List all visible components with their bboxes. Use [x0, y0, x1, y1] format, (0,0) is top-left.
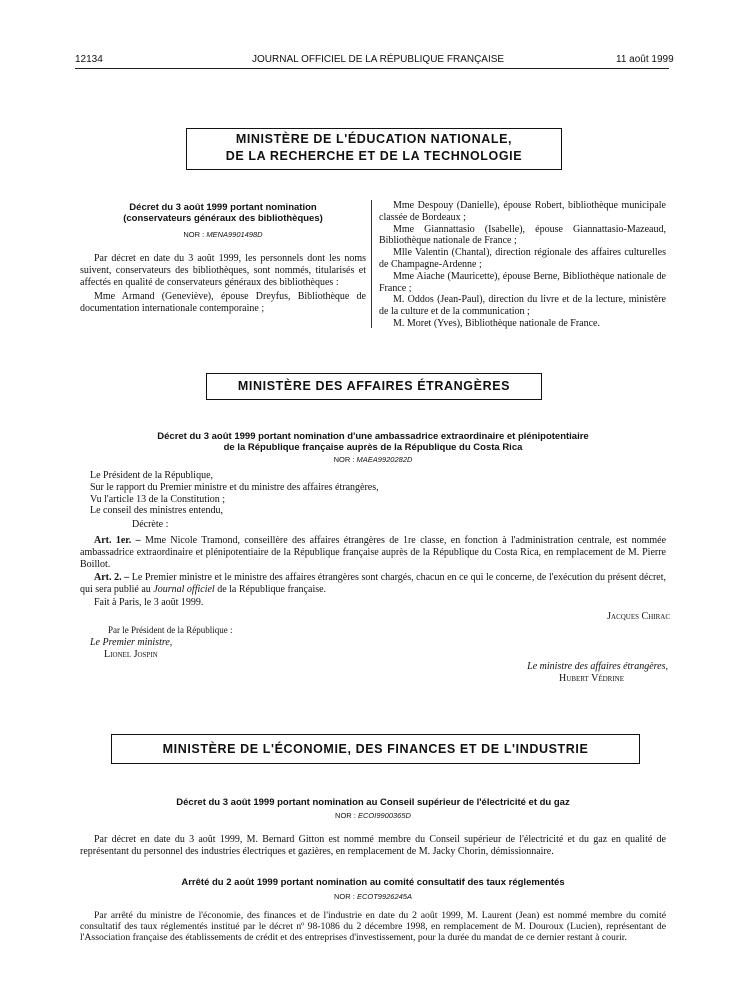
electricity-decree-text — [80, 834, 666, 858]
preamble-line: Le conseil des ministres entendu, — [90, 505, 224, 517]
par-le-president: Par le Président de la République : — [108, 625, 233, 635]
header-rule — [75, 68, 669, 69]
decree-articles — [80, 535, 666, 609]
article-1-label: Art. 1er. – — [94, 535, 141, 546]
ministry-name: MINISTÈRE DES AFFAIRES ÉTRANGÈRES — [237, 379, 511, 393]
nor-reference — [80, 892, 666, 901]
education-right-column — [379, 200, 666, 330]
nor-reference — [80, 455, 666, 464]
fait-a-paris: Fait à Paris, le 3 août 1999. — [94, 596, 204, 608]
journal-officiel-ref: Journal officiel — [153, 584, 215, 596]
article-2-text: Le Premier ministre et le ministre des affaires étrangères sont chargés, chacun en ce qui le concerne, de l'exécution du présent décret, qui sera publié au — [80, 572, 666, 596]
nor-code: ECOT9926245A — [356, 892, 412, 901]
nor-code: ECOI9900365D — [357, 811, 411, 820]
nor-reference — [80, 230, 366, 239]
column-divider — [371, 200, 372, 328]
preamble-line: Vu l'article 13 de la Constitution ; — [90, 493, 226, 505]
decrete-heading: Décrète : — [132, 519, 169, 531]
article-2-text-end: de la République française. — [217, 584, 327, 596]
nor-code: MAEA9920282D — [356, 455, 413, 464]
journal-title: JOURNAL OFFICIEL DE LA RÉPUBLIQUE FRANÇAISE — [252, 54, 505, 65]
appointee-entry: Mme Giannattasio (Isabelle), épouse Giannattasio-Mazeaud, Bibliothèque nationale de France ; — [379, 223, 666, 247]
ministry-name-line1: MINISTÈRE DE L'ÉDUCATION NATIONALE, — [235, 132, 513, 146]
ministry-box-economy — [111, 734, 640, 764]
preamble-line: Le Président de la République, — [90, 470, 214, 481]
nor-label: NOR : — [183, 230, 205, 239]
ministre-name: Hubert Védrine — [559, 673, 624, 684]
ministry-box-foreign-affairs — [206, 373, 542, 400]
issue-date: 11 août 1999 — [616, 54, 674, 65]
decree-title-line2: de la République française auprès de la République du Costa Rica — [223, 442, 523, 453]
preamble-line: Sur le rapport du Premier ministre et du ministre des affaires étrangères, — [90, 481, 379, 493]
appointee-entry: Mme Aiache (Mauricette), épouse Berne, Bibliothèque nationale de France ; — [379, 270, 666, 294]
president-signature: Jacques Chirac — [607, 611, 670, 622]
ministry-name-line2: DE LA RECHERCHE ET DE LA TECHNOLOGIE — [225, 149, 523, 163]
decree-title-education — [80, 202, 366, 224]
ministre-title: Le ministre des affaires étrangères, — [527, 661, 668, 672]
nor-label: NOR : — [333, 455, 355, 464]
premier-ministre-name: Lionel Jospin — [104, 649, 158, 660]
appointee-entry: M. Moret (Yves), Bibliothèque nationale de France. — [393, 317, 600, 329]
appointee-entry: Mme Despouy (Danielle), épouse Robert, bibliothèque municipale classée de Bordeaux ; — [379, 200, 666, 223]
decree-paragraph: Par décret en date du 3 août 1999, M. Bernard Gitton est nommé membre du Conseil supérieur de l'électricité et du gaz en qualité de représentant du personnel des industries électriques et gazières, en remplacement de M. Jacky Chorin, démissionnaire. — [80, 834, 666, 857]
decree-paragraph: Par décret en date du 3 août 1999, les personnels dont les noms suivent, conservateurs des bibliothèques, sont nommés, titularisés et affectés en qualité de conservateurs généraux des bibliothèques : — [80, 253, 366, 288]
premier-ministre-title: Le Premier ministre, — [90, 637, 173, 648]
appointee-entry: Mme Armand (Geneviève), épouse Dreyfus, Bibliothèque de documentation internationale contemporaine ; — [80, 291, 366, 315]
decree-title-line1: Décret du 3 août 1999 portant nomination d'une ambassadrice extraordinaire et plénipotentiaire — [157, 431, 589, 442]
article-1-text: Mme Nicole Tramond, conseillère des affaires étrangères de 1re classe, en fonction à l'administration centrale, est nommée ambassadrice extraordinaire et plénipotentiaire de la République française auprès de la République du Costa Rica, en remplacement de M. Pierre Boillot. — [80, 535, 667, 570]
nor-code: MENA9901498D — [206, 230, 263, 239]
decree-title-line1: Décret du 3 août 1999 portant nomination — [129, 202, 317, 213]
appointee-entry: M. Oddos (Jean-Paul), direction du livre et de la lecture, ministère de la culture et de la communication ; — [379, 294, 666, 318]
decree-title-electricity: Décret du 3 août 1999 portant nomination au Conseil supérieur de l'électricité et du gaz — [176, 797, 570, 808]
ministry-name: MINISTÈRE DE L'ÉCONOMIE, DES FINANCES ET DE L'INDUSTRIE — [162, 742, 589, 756]
article-2-label: Art. 2. – — [94, 572, 130, 584]
education-left-column — [80, 253, 366, 315]
decree-title-ambassador — [80, 431, 666, 453]
nor-label: NOR : — [335, 811, 356, 820]
decree-title-line2: (conservateurs généraux des bibliothèques) — [123, 213, 323, 224]
nor-label: NOR : — [334, 892, 355, 901]
arrete-title: Arrêté du 2 août 1999 portant nomination au comité consultatif des taux réglementés — [181, 877, 565, 888]
appointee-entry: Mlle Valentin (Chantal), direction régionale des affaires culturelles de Champagne-Ardenne ; — [379, 247, 666, 270]
ministry-box-education — [186, 128, 562, 170]
arrete-paragraph: Par arrêté du ministre de l'économie, des finances et de l'industrie en date du 2 août 1999, M. Laurent (Jean) est nommé membre du comité consultatif des taux réglementés institué par le décret nº 98-1086 du 2 décembre 1998, en remplacement de M. Douroux (Lucien), représentant de l'Association française des établissements de crédit et des entreprises d'investissement, pour la durée du mandat de ce dernier restant à courir. — [80, 910, 666, 943]
page-number: 12134 — [75, 54, 103, 65]
arrete-text — [80, 911, 666, 943]
nor-reference — [80, 811, 666, 820]
decree-preamble — [90, 470, 650, 531]
